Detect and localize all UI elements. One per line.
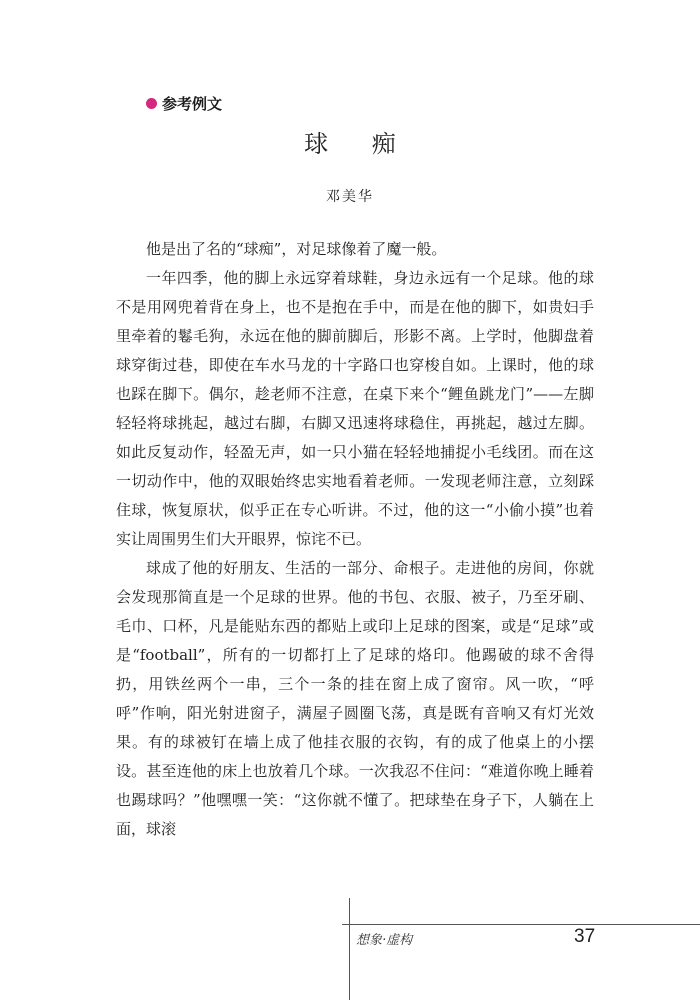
article-body (116, 235, 594, 844)
footer-horizontal-rule (342, 924, 700, 925)
article-title: 球 痴 (304, 130, 414, 158)
footer-section-name: 想象·虚构 (356, 933, 413, 948)
page-number: 37 (574, 926, 596, 947)
section-label (146, 93, 222, 114)
bullet-dot-icon (146, 98, 157, 109)
paragraph: 他是出了名的“球痴”，对足球像着了魔一般。 (146, 240, 447, 258)
paragraph: 一年四季，他的脚上永远穿着球鞋，身边永远有一个足球。他的球不是用网兜着背在身上，也不是抱在手中，而是在他的脚下，如贵妇手里牵着的鬈毛狗，永远在他的脚前脚后，形影不离。上学时，他脚盘着球穿街过巷，即使在车水马龙的十字路口也穿梭自如。上课时，他的球也踩在脚下。偶尔，趁老师不注意，在桌下来个“鲤鱼跳龙门”——左脚轻轻将球挑起，越过右脚，右脚又迅速将球稳住，再挑起，越过左脚。如此反复动作，轻盈无声，如一只小猫在轻轻地捕捉小毛线团。而在这一切动作中，他的双眼始终忠实地看着老师。一发现老师注意，立刻踩住球，恢复原状，似乎正在专心听讲。不过，他的这一“小偷小摸”也着实让周围男生们大开眼界，惊诧不已。 (116, 269, 594, 548)
article-author: 邓美华 (326, 189, 374, 205)
paragraph: 球成了他的好朋友、生活的一部分、命根子。走进他的房间，你就会发现那简直是一个足球的世界。他的书包、衣服、被子，乃至牙刷、毛巾、口杯，凡是能贴东西的都贴上或印上足球的图案，或是“足球”或是“football”，所有的一切都打上了足球的烙印。他踢破的球不舍得扔，用铁丝两个一串，三个一条的挂在窗上成了窗帘。风一吹，“呼呼”作响，阳光射进窗子，满屋子圆圈飞荡，真是既有音响又有灯光效果。有的球被钉在墙上成了他挂衣服的衣钩，有的成了他桌上的小摆设。甚至连他的床上也放着几个球。一次我忍不住问：“难道你晚上睡着也踢球吗？”他嘿嘿一笑：“这你就不懂了。把球垫在身子下，人躺在上面，球滚 (116, 559, 594, 838)
footer-vertical-rule (349, 898, 350, 1000)
section-label-text: 参考例文 (162, 95, 223, 113)
